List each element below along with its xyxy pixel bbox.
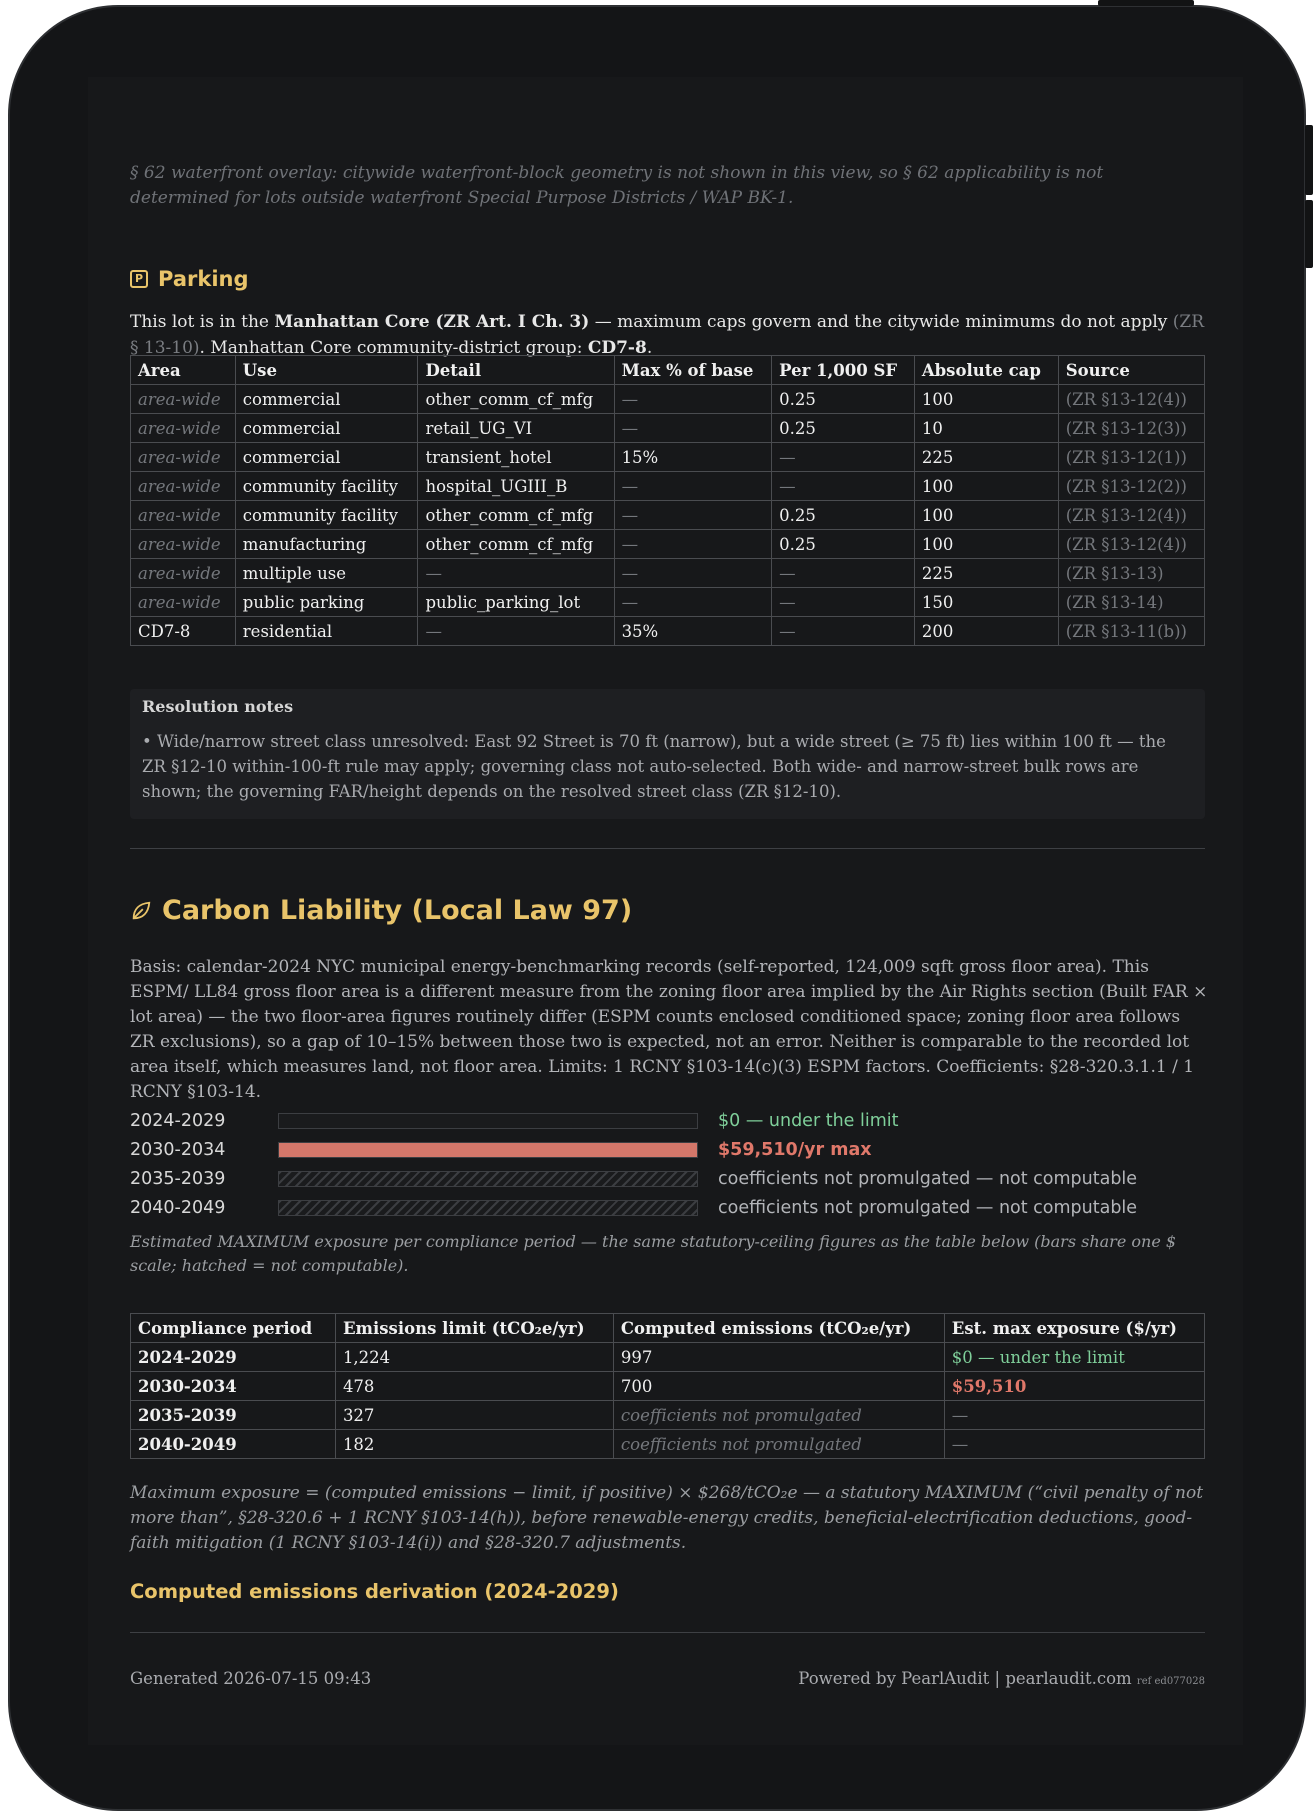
table-cell: $59,510 — [944, 1372, 1204, 1401]
tablet-frame — [8, 5, 1306, 1811]
parking-table — [130, 355, 1205, 646]
table-row — [131, 559, 1205, 588]
intro-text: . Manhattan Core community-district group: — [199, 338, 588, 358]
table-cell: (ZR §13-12(2)) — [1058, 472, 1204, 501]
table-cell: residential — [235, 617, 418, 646]
volume-up-button — [1305, 125, 1313, 195]
table-row — [131, 617, 1205, 646]
bar-chart-note: Estimated MAXIMUM exposure per compliance period — the same statutory-ceiling figures as the table below (bars share one $ scale; hatched = not computable). — [130, 1232, 1177, 1275]
bar-period-label: 2035-2039 — [130, 1169, 226, 1189]
leaf-icon — [130, 900, 152, 922]
waterfront-overlay-note: § 62 waterfront overlay: citywide waterfront-block geometry is not shown in this view, so § 62 applicability is not determined for lots outside waterfront Special Purpose Districts / WAP BK-1. — [130, 163, 1104, 208]
column-header: Computed emissions (tCO₂e/yr) — [613, 1314, 944, 1343]
table-cell: area-wide — [131, 559, 236, 588]
carbon-basis: Basis: calendar-2024 NYC municipal energy-benchmarking records (self-reported, 124,009 sqft gross floor area). This ESPM/ LL84 gross floor area is a different measure from the zoning floor area implied by the Air Rights section (Built FAR × lot area) — the two floor-area figures routinely differ (ESPM counts enclosed conditioned space; zoning floor area follows ZR exclusions), so a gap of 10–15% between those two is expected, not an error. Neither is comparable to the recorded lot area itself, which measures land, not floor area. Limits: 1 RCNY §103-14(c)(3) ESPM factors. Coefficients: §28-320.3.1.1 / 1 RCNY §103-14. — [130, 957, 1208, 1102]
table-cell: 100 — [914, 501, 1058, 530]
column-header: Max % of base — [614, 356, 772, 385]
table-cell: area-wide — [131, 588, 236, 617]
resolution-notes — [130, 689, 1205, 819]
volume-down-button — [1305, 200, 1313, 268]
table-cell: 182 — [335, 1430, 613, 1459]
bar-row — [130, 1165, 1205, 1194]
table-cell: — — [772, 617, 915, 646]
table-cell: — — [772, 472, 915, 501]
table-cell: community facility — [235, 472, 418, 501]
table-row — [131, 414, 1205, 443]
max-exposure-note: Maximum exposure = (computed emissions − limit, if positive) × $268/tCO₂e — a statutory MAXIMUM (“civil penalty of not more than”, §28-320.6 + 1 RCNY §103-14(h)), before renewable-energy credits, beneficial-electrification deductions, good-faith mitigation (1 RCNY §103-14(i)) and §28-320.7 adjustments. — [130, 1483, 1204, 1553]
bar-track — [278, 1113, 698, 1129]
table-cell: area-wide — [131, 414, 236, 443]
bar-value-label: $59,510/yr max — [718, 1140, 872, 1160]
powered-by-link[interactable]: Powered by PearlAudit | pearlaudit.com — [798, 1669, 1132, 1688]
table-cell: 200 — [914, 617, 1058, 646]
table-cell: other_comm_cf_mfg — [418, 530, 614, 559]
table-cell: area-wide — [131, 443, 236, 472]
table-row — [131, 472, 1205, 501]
table-cell: — — [418, 617, 614, 646]
table-cell: — — [418, 559, 614, 588]
bar-track — [278, 1171, 698, 1187]
table-cell: other_comm_cf_mfg — [418, 501, 614, 530]
bar-value-label: $0 — under the limit — [718, 1111, 899, 1131]
column-header: Per 1,000 SF — [772, 356, 915, 385]
bar-period-label: 2040-2049 — [130, 1198, 226, 1218]
table-cell: (ZR §13-12(1)) — [1058, 443, 1204, 472]
intro-text: . — [646, 338, 653, 358]
table-cell: 327 — [335, 1401, 613, 1430]
table-cell: 225 — [914, 443, 1058, 472]
footer-divider — [130, 1632, 1205, 1633]
table-row — [131, 1372, 1205, 1401]
table-cell: hospital_UGIII_B — [418, 472, 614, 501]
table-cell: retail_UG_VI — [418, 414, 614, 443]
table-cell: transient_hotel — [418, 443, 614, 472]
table-cell: — — [614, 588, 772, 617]
table-cell: area-wide — [131, 472, 236, 501]
bar-fill — [279, 1143, 697, 1157]
table-row — [131, 530, 1205, 559]
carbon-heading-label: Carbon Liability (Local Law 97) — [162, 895, 633, 926]
table-cell: commercial — [235, 385, 418, 414]
table-cell: 10 — [914, 414, 1058, 443]
table-cell: — — [772, 443, 915, 472]
resolution-text: • Wide/narrow street class unresolved: East 92 Street is 70 ft (narrow), but a wide street (≥ 75 ft) lies within 100 ft — the ZR §12-10 within-100-ft rule may apply; governing class not auto-selected. Both wide- and narrow-street bulk rows are shown; the governing FAR/height depends on the resolved street class (ZR §12-10). — [142, 732, 1166, 801]
table-cell: public parking — [235, 588, 418, 617]
table-row — [131, 1343, 1205, 1372]
table-cell: 15% — [614, 443, 772, 472]
screen — [88, 77, 1243, 1745]
powered-by — [798, 1669, 1205, 1688]
bar-track — [278, 1142, 698, 1158]
table-header-row — [131, 1314, 1205, 1343]
table-row — [131, 443, 1205, 472]
table-cell: other_comm_cf_mfg — [418, 385, 614, 414]
column-header: Est. max exposure ($/yr) — [944, 1314, 1204, 1343]
table-row — [131, 501, 1205, 530]
table-cell: — — [772, 588, 915, 617]
table-cell: (ZR §13-12(4)) — [1058, 385, 1204, 414]
intro-text: — maximum caps govern and the citywide minimums do not apply — [589, 312, 1173, 332]
table-body — [131, 385, 1205, 646]
table-cell: (ZR §13-12(3)) — [1058, 414, 1204, 443]
table-cell: — — [772, 559, 915, 588]
table-cell: 2024-2029 — [131, 1343, 336, 1372]
table-cell: — — [944, 1430, 1204, 1459]
bar-row — [130, 1194, 1205, 1223]
table-cell: 100 — [914, 472, 1058, 501]
table-cell: $0 — under the limit — [944, 1343, 1204, 1372]
table-cell: CD7-8 — [131, 617, 236, 646]
column-header: Source — [1058, 356, 1204, 385]
table-row — [131, 1430, 1205, 1459]
table-cell: — — [614, 559, 772, 588]
table-cell: area-wide — [131, 530, 236, 559]
table-cell: 2040-2049 — [131, 1430, 336, 1459]
bar-track — [278, 1200, 698, 1216]
table-cell: 0.25 — [772, 385, 915, 414]
table-cell: public_parking_lot — [418, 588, 614, 617]
intro-bold-district-group: CD7-8 — [587, 338, 647, 358]
table-cell: area-wide — [131, 501, 236, 530]
table-cell: (ZR §13-12(4)) — [1058, 530, 1204, 559]
column-header: Emissions limit (tCO₂e/yr) — [335, 1314, 613, 1343]
parking-icon: P — [130, 270, 148, 288]
table-cell: (ZR §13-11(b)) — [1058, 617, 1204, 646]
column-header: Detail — [418, 356, 614, 385]
table-cell: — — [614, 414, 772, 443]
table-cell: 478 — [335, 1372, 613, 1401]
power-button — [1098, 0, 1194, 6]
column-header: Use — [235, 356, 418, 385]
table-cell: commercial — [235, 443, 418, 472]
carbon-heading — [130, 895, 632, 926]
table-cell: 100 — [914, 385, 1058, 414]
table-cell: 225 — [914, 559, 1058, 588]
table-cell: 150 — [914, 588, 1058, 617]
resolution-title: Resolution notes — [142, 697, 294, 716]
parking-intro — [130, 309, 1205, 361]
table-cell: 700 — [613, 1372, 944, 1401]
table-cell: 2035-2039 — [131, 1401, 336, 1430]
parking-heading — [130, 267, 249, 291]
table-cell: area-wide — [131, 385, 236, 414]
column-header: Compliance period — [131, 1314, 336, 1343]
table-cell: commercial — [235, 414, 418, 443]
parking-heading-label: Parking — [158, 267, 249, 291]
bar-period-label: 2030-2034 — [130, 1140, 226, 1160]
table-cell: 1,224 — [335, 1343, 613, 1372]
table-cell: 997 — [613, 1343, 944, 1372]
bar-row — [130, 1136, 1205, 1165]
column-header: Area — [131, 356, 236, 385]
table-cell: — — [614, 385, 772, 414]
table-cell: coefficients not promulgated — [613, 1430, 944, 1459]
carbon-table — [130, 1313, 1205, 1459]
table-cell: 2030-2034 — [131, 1372, 336, 1401]
exposure-bar-chart — [130, 1107, 1205, 1223]
table-cell: — — [614, 472, 772, 501]
table-cell: community facility — [235, 501, 418, 530]
table-header-row — [131, 356, 1205, 385]
bar-period-label: 2024-2029 — [130, 1111, 226, 1131]
table-row — [131, 588, 1205, 617]
table-cell: manufacturing — [235, 530, 418, 559]
table-cell: 0.25 — [772, 414, 915, 443]
table-cell: coefficients not promulgated — [613, 1401, 944, 1430]
bar-value-label: coefficients not promulgated — not computable — [718, 1169, 1138, 1189]
intro-reference: (ZR § 13-10) — [130, 312, 1205, 358]
table-cell: 35% — [614, 617, 772, 646]
bar-row — [130, 1107, 1205, 1136]
intro-text: This lot is in the — [130, 312, 275, 332]
derivation-heading: Computed emissions derivation (2024-2029) — [130, 1580, 619, 1603]
intro-bold-manhattan-core: Manhattan Core (ZR Art. I Ch. 3) — [274, 312, 590, 332]
reference-id: ref ed077028 — [1136, 1676, 1205, 1687]
table-row — [131, 1401, 1205, 1430]
table-body — [131, 1343, 1205, 1459]
table-cell: 0.25 — [772, 530, 915, 559]
column-header: Absolute cap — [914, 356, 1058, 385]
table-cell: (ZR §13-14) — [1058, 588, 1204, 617]
table-cell: 0.25 — [772, 501, 915, 530]
table-cell: (ZR §13-13) — [1058, 559, 1204, 588]
table-cell: 100 — [914, 530, 1058, 559]
table-cell: — — [614, 501, 772, 530]
divider — [130, 848, 1205, 849]
table-cell: multiple use — [235, 559, 418, 588]
generated-timestamp: Generated 2026-07-15 09:43 — [130, 1669, 372, 1688]
table-cell: — — [944, 1401, 1204, 1430]
table-cell: — — [614, 530, 772, 559]
table-cell: (ZR §13-12(4)) — [1058, 501, 1204, 530]
table-row — [131, 385, 1205, 414]
bar-value-label: coefficients not promulgated — not computable — [718, 1198, 1138, 1218]
